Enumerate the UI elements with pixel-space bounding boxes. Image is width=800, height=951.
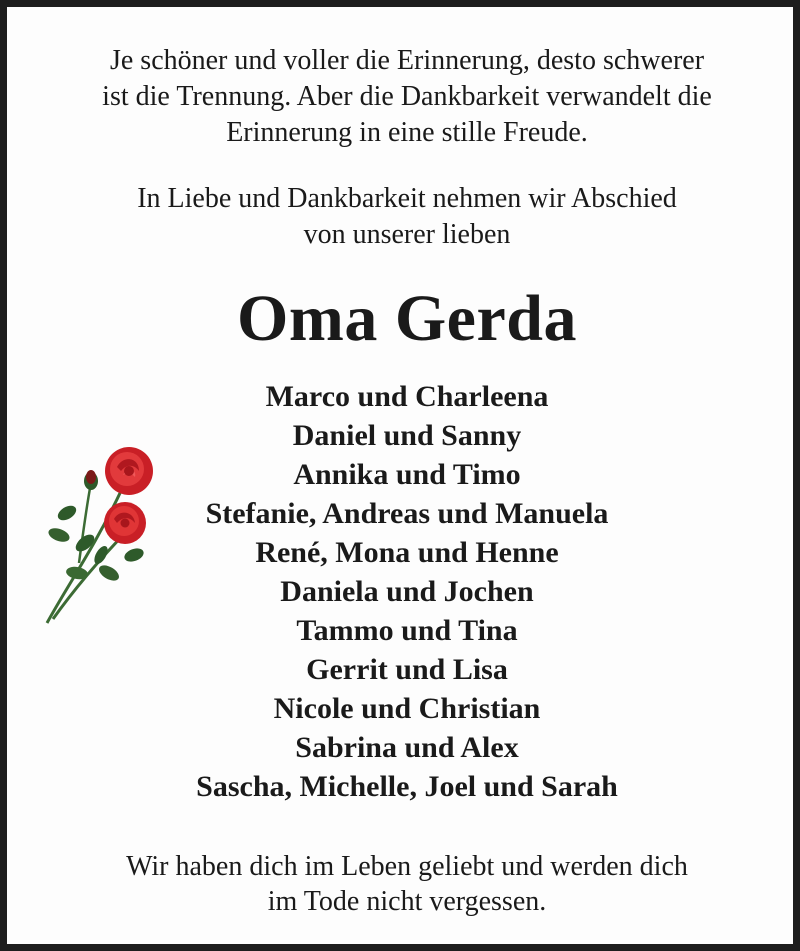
family-member: Daniel und Sanny	[292, 419, 522, 452]
verse-line: Je schöner und voller die Erinnerung, desto schwerer	[109, 45, 705, 76]
family-member: Daniela und Jochen	[280, 575, 534, 608]
family-member: Gerrit und Lisa	[306, 653, 508, 686]
family-member: Tammo und Tina	[296, 614, 518, 647]
verse-line: Erinnerung in eine stille Freude.	[226, 117, 588, 148]
closing-text	[7, 849, 800, 919]
family-list	[7, 377, 800, 806]
farewell-line: von unserer lieben	[303, 219, 511, 250]
family-member: Marco und Charleena	[265, 380, 549, 413]
memorial-verse	[7, 43, 800, 151]
family-member: Stefanie, Andreas und Manuela	[205, 497, 609, 530]
closing-line: im Tode nicht vergessen.	[267, 886, 547, 917]
closing-line: Wir haben dich im Leben geliebt und werden dich	[126, 851, 688, 882]
verse-line: ist die Trennung. Aber die Dankbarkeit verwandelt die	[102, 81, 712, 112]
family-member: Sabrina und Alex	[295, 731, 519, 764]
family-member: René, Mona und Henne	[255, 536, 559, 569]
family-member: Sascha, Michelle, Joel und Sarah	[196, 770, 618, 803]
farewell-line: In Liebe und Dankbarkeit nehmen wir Abschied	[137, 183, 677, 214]
family-member: Annika und Timo	[293, 458, 521, 491]
family-member: Nicole und Christian	[273, 692, 541, 725]
farewell-text	[7, 181, 800, 253]
deceased-name: Oma Gerda	[237, 282, 577, 355]
